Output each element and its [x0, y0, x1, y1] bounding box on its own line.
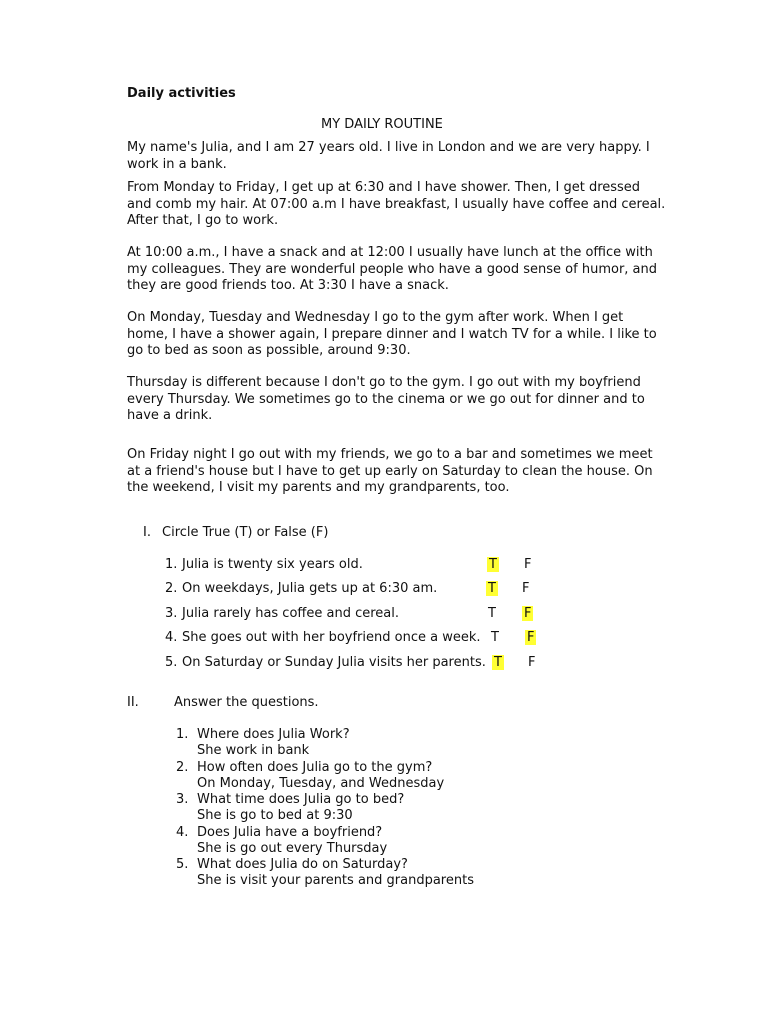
tf-item-statement: Julia is twenty six years old. [182, 557, 363, 572]
false-option-selected[interactable]: F [527, 630, 535, 645]
tf-item-number: 4. [165, 630, 178, 645]
question-number: 5. [176, 857, 189, 872]
paragraph-text: Thursday is different because I don't go to the gym. I go out with my boyfriend every Thursday. We sometimes go to the cinema or we go out for dinner and to have a drink. [127, 375, 645, 423]
exercise2-instruction: Answer the questions. [174, 695, 319, 710]
question-number: 4. [176, 825, 189, 840]
tf-item-statement: Julia rarely has coffee and cereal. [182, 606, 400, 621]
tf-item-number: 1. [165, 557, 178, 572]
true-option[interactable]: T [488, 606, 496, 621]
false-option[interactable]: F [522, 581, 530, 596]
question-text: What time does Julia go to bed? [197, 792, 405, 807]
false-option-selected[interactable]: F [524, 606, 532, 621]
tf-item-statement: On weekdays, Julia gets up at 6:30 am. [182, 581, 438, 596]
paragraph-text: At 10:00 a.m., I have a snack and at 12:00 I usually have lunch at the office with my colleagues. They are wonderful people who have a good sense of humor, and they are good friends too. At 3:30 I have a snack. [127, 245, 658, 293]
tf-item-number: 3. [165, 606, 178, 621]
paragraph-text: On Friday night I go out with my friends, we go to a bar and sometimes we meet at a friend's house but I have to get up early on Saturday to clean the house. On the weekend, I visit my parents and my grandparents, too. [127, 447, 653, 495]
answer-text: On Monday, Tuesday, and Wednesday [197, 776, 445, 791]
paragraph-morning [127, 180, 667, 230]
question-text: How often does Julia go to the gym? [197, 760, 433, 775]
question-text: What does Julia do on Saturday? [197, 857, 408, 872]
page-title: MY DAILY ROUTINE [321, 117, 443, 132]
paragraph-text: From Monday to Friday, I get up at 6:30 and I have shower. Then, I get dressed and comb my hair. At 07:00 a.m I have breakfast, I usually have coffee and cereal. After that, I go to work. [127, 180, 666, 228]
paragraph-midday [127, 245, 667, 295]
exercise1-numeral: I. [143, 525, 151, 540]
paragraph-evening [127, 310, 667, 360]
false-option[interactable]: F [528, 655, 536, 670]
question-number: 2. [176, 760, 189, 775]
question-text: Where does Julia Work? [197, 727, 350, 742]
answer-text: She is go out every Thursday [197, 841, 388, 856]
paragraph-friday [127, 447, 667, 497]
true-option[interactable]: T [491, 630, 499, 645]
question-number: 3. [176, 792, 189, 807]
answer-text: She is visit your parents and grandparents [197, 873, 474, 888]
answer-text: She is go to bed at 9:30 [197, 808, 353, 823]
true-option-selected[interactable]: T [494, 655, 502, 670]
tf-item-number: 5. [165, 655, 178, 670]
tf-item-statement: She goes out with her boyfriend once a week. [182, 630, 481, 645]
paragraph-text: My name's Julia, and I am 27 years old. I live in London and we are very happy. I work in a bank. [127, 140, 650, 172]
paragraph-text: On Monday, Tuesday and Wednesday I go to the gym after work. When I get home, I have a shower again, I prepare dinner and I watch TV for a while. I like to go to bed as soon as possible, around 9:30. [127, 310, 657, 358]
exercise1-instruction: Circle True (T) or False (F) [162, 525, 329, 540]
true-option-selected[interactable]: T [488, 581, 496, 596]
question-number: 1. [176, 727, 189, 742]
false-option[interactable]: F [524, 557, 532, 572]
question-text: Does Julia have a boyfriend? [197, 825, 383, 840]
paragraph-thursday [127, 375, 667, 425]
answer-text: She work in bank [197, 743, 310, 758]
paragraph-intro [127, 140, 667, 173]
tf-item-number: 2. [165, 581, 178, 596]
true-option-selected[interactable]: T [489, 557, 497, 572]
exercise2-numeral: II. [127, 695, 139, 710]
section-label: Daily activities [127, 86, 236, 101]
tf-item-statement: On Saturday or Sunday Julia visits her parents. [182, 655, 486, 670]
